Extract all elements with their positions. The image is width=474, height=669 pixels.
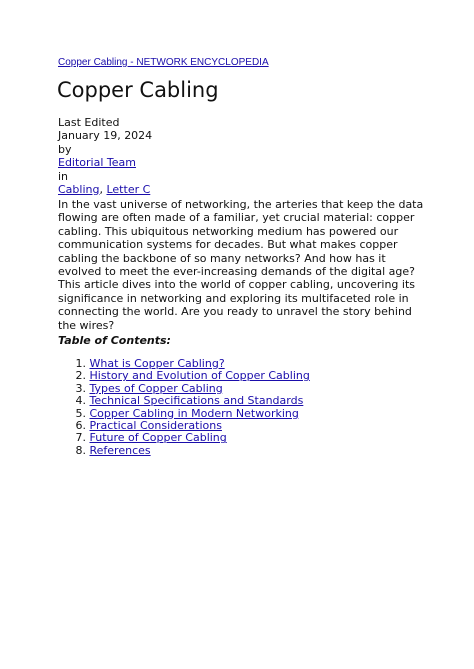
toc-item-number: 5.: [75, 406, 86, 420]
by-label: by: [58, 142, 72, 156]
toc-item-link[interactable]: Practical Considerations: [89, 419, 222, 433]
toc-heading: Table of Contents:: [58, 334, 171, 347]
toc-item-number: 6.: [75, 419, 86, 433]
page-title: Copper Cabling: [57, 78, 219, 102]
toc-item-link[interactable]: History and Evolution of Copper Cabling: [89, 369, 310, 383]
toc-item-link[interactable]: Future of Copper Cabling: [89, 431, 227, 445]
last-edited-label: Last Edited: [58, 116, 120, 129]
table-of-contents: [58, 358, 310, 457]
toc-item-link[interactable]: Types of Copper Cabling: [89, 381, 223, 395]
article-meta: [58, 116, 418, 196]
toc-item-number: 4.: [75, 394, 86, 408]
toc-item-number: 2.: [75, 369, 86, 383]
category-links: [58, 183, 418, 196]
toc-item-number: 7.: [75, 431, 86, 445]
toc-item-number: 3.: [75, 381, 86, 395]
toc-item-link[interactable]: What is Copper Cabling?: [89, 357, 225, 370]
toc-item-number: 1.: [75, 357, 86, 370]
author-link[interactable]: Editorial Team: [58, 156, 136, 170]
category-link-letter-c[interactable]: Letter C: [106, 183, 151, 197]
toc-item-link[interactable]: References: [89, 443, 151, 457]
toc-item-link[interactable]: Copper Cabling in Modern Networking: [89, 406, 299, 420]
toc-item-number: 8.: [75, 443, 86, 457]
in-label: in: [58, 169, 69, 183]
edit-date: January 19, 2024: [58, 129, 153, 143]
breadcrumb-link[interactable]: Copper Cabling - NETWORK ENCYCLOPEDIA: [58, 57, 269, 68]
category-link-cabling[interactable]: Cabling: [58, 183, 100, 197]
toc-item: [58, 445, 310, 457]
toc-item-link[interactable]: Technical Specifications and Standards: [89, 394, 304, 408]
intro-paragraph: In the vast universe of networking, the arteries that keep the data flowing are often made of a familiar, yet crucial material: copper cabling. This ubiquitous networking medium has powered our communication systems for decades. But what makes copper cabling the backbone of so many networks? And how has it evolved to meet the ever-increasing demands of the digital age? This article dives into the world of copper cabling, uncovering its significance in networking and exploring its multifaceted role in connecting the world. Are you ready to unravel the story behind the wires?: [58, 198, 424, 332]
category-separator: ,: [99, 183, 103, 197]
